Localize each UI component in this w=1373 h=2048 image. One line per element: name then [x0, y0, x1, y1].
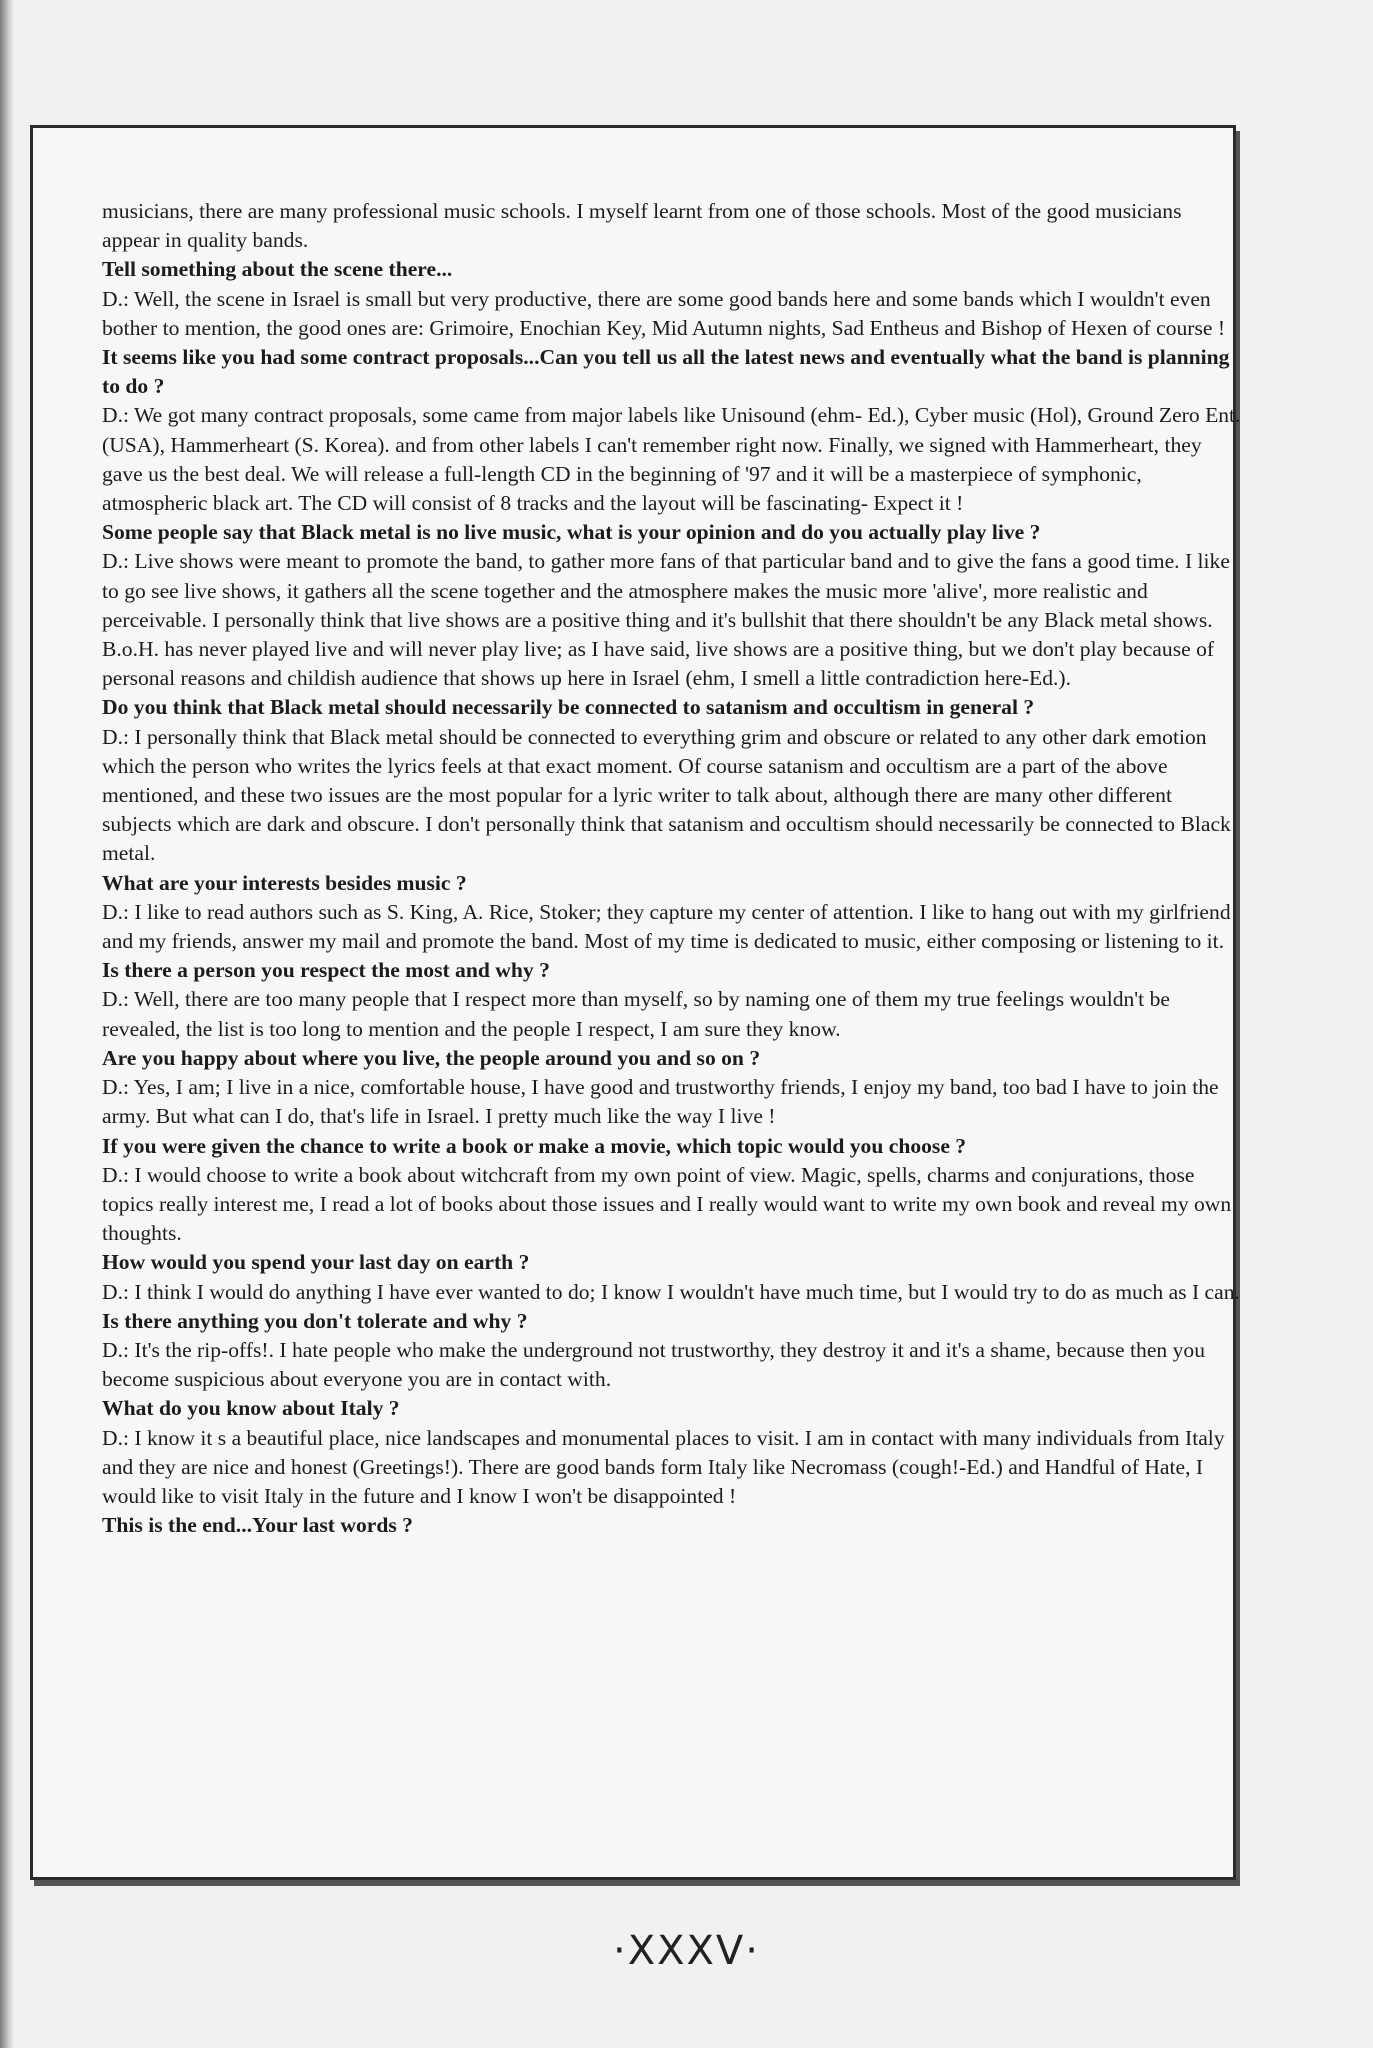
- question-heading: How would you spend your last day on earth ?: [102, 1250, 530, 1275]
- answer-paragraph: D.: I know it s a beautiful place, nice landscapes and monumental places to visit. I am in contact with many individuals from Italy and they are nice and honest (Greetings!). There are good bands form Italy like Necromass (cough!-Ed.) and Handful of Hate, I would like to visit Italy in the future and I know I won't be disappointed !: [102, 1425, 1225, 1508]
- question-heading: What are your interests besides music ?: [102, 870, 467, 895]
- answer-paragraph: D.: I think I would do anything I have ever wanted to do; I know I wouldn't have much time, but I would try to do as much as I can.: [102, 1279, 1240, 1304]
- answer-paragraph: D.: I like to read authors such as S. King, A. Rice, Stoker; they capture my center of attention. I like to hang out with my girlfriend and my friends, answer my mail and promote the band. Most of my time is dedicated to music, either composing or listening to it.: [102, 899, 1231, 954]
- question-heading: Some people say that Black metal is no live music, what is your opinion and do you actually play live ?: [102, 520, 1041, 545]
- question-heading: What do you know about Italy ?: [102, 1396, 400, 1421]
- question-heading: It seems like you had some contract proposals...Can you tell us all the latest news and eventually what the band is planning to do ?: [102, 345, 1230, 399]
- page-number: ·XXXV·: [613, 1928, 760, 1974]
- answer-paragraph: D.: We got many contract proposals, some came from major labels like Unisound (ehm- Ed.), Cyber music (Hol), Ground Zero Ent. (USA), Hammerheart (S. Korea). and from other labels I can't remember right now. Finally, we signed with Hammerheart, they gave us the best deal. We will release a full-length CD in the beginning of '97 and it will be a masterpiece of symphonic, atmospheric black art. The CD will consist of 8 tracks and the layout will be fascinating- Expect it !: [102, 403, 1241, 516]
- answer-paragraph: musicians, there are many professional music schools. I myself learnt from one of those schools. Most of the good musicians appear in quality bands.: [102, 199, 1182, 253]
- answer-paragraph: D.: I personally think that Black metal should be connected to everything grim and obscure or related to any other dark emotion which the person who writes the lyrics feels at that exact moment. Of course satanism and occultism are a part of the above mentioned, and these two issues are the most popular for a lyric writer to talk about, although there are many other different subjects which are dark and obscure. I don't personally think that satanism and occultism should necessarily be connected to Black metal.: [102, 724, 1231, 866]
- question-heading: If you were given the chance to write a book or make a movie, which topic would you choose ?: [102, 1133, 967, 1158]
- question-heading: This is the end...Your last words ?: [102, 1513, 413, 1538]
- question-heading: Tell something about the scene there...: [102, 257, 453, 282]
- question-heading: Is there anything you don't tolerate and why ?: [102, 1308, 528, 1333]
- answer-paragraph: D.: Well, the scene in Israel is small but very productive, there are some good bands here and some bands which I wouldn't even bother to mention, the good ones are: Grimoire, Enochian Key, Mid Autumn nights, Sad Entheus and Bishop of Hexen of course !: [102, 286, 1226, 340]
- page-edge-shadow: [0, 0, 14, 2048]
- question-heading: Are you happy about where you live, the people around you and so on ?: [102, 1045, 761, 1070]
- answer-paragraph: D.: Yes, I am; I live in a nice, comfortable house, I have good and trustworthy friends, I enjoy my band, too bad I have to join the army. But what can I do, that's life in Israel. I pretty much like the way I live !: [102, 1075, 1219, 1129]
- question-heading: Is there a person you respect the most and why ?: [102, 958, 550, 983]
- answer-paragraph: D.: It's the rip-offs!. I hate people who make the underground not trustworthy, they destroy it and it's a shame, because then you become suspicious about everyone you are in contact with.: [102, 1337, 1205, 1392]
- answer-paragraph: D.: I would choose to write a book about witchcraft from my own point of view. Magic, spells, charms and conjurations, those topics really interest me, I read a lot of books about those issues and I really would want to write my own book and reveal my own thoughts.: [102, 1162, 1232, 1246]
- interview-text: [102, 197, 1242, 1540]
- question-heading: Do you think that Black metal should necessarily be connected to satanism and occultism in general ?: [102, 695, 1035, 720]
- answer-paragraph: D.: Well, there are too many people that I respect more than myself, so by naming one of them my true feelings wouldn't be revealed, the list is too long to mention and the people I respect, I am sure they know.: [102, 987, 1170, 1041]
- answer-paragraph: D.: Live shows were meant to promote the band, to gather more fans of that particular band and to give the fans a good time. I like to go see live shows, it gathers all the scene together and the atmosphere makes the music more 'alive', more realistic and perceivable. I personally think that live shows are a positive thing and it's bullshit that there shouldn't be any Black metal shows. B.o.H. has never played live and will never play live; as I have said, live shows are a positive thing, but we don't play because of personal reasons and childish audience that shows up here in Israel (ehm, I smell a little contradiction here-Ed.).: [102, 549, 1230, 691]
